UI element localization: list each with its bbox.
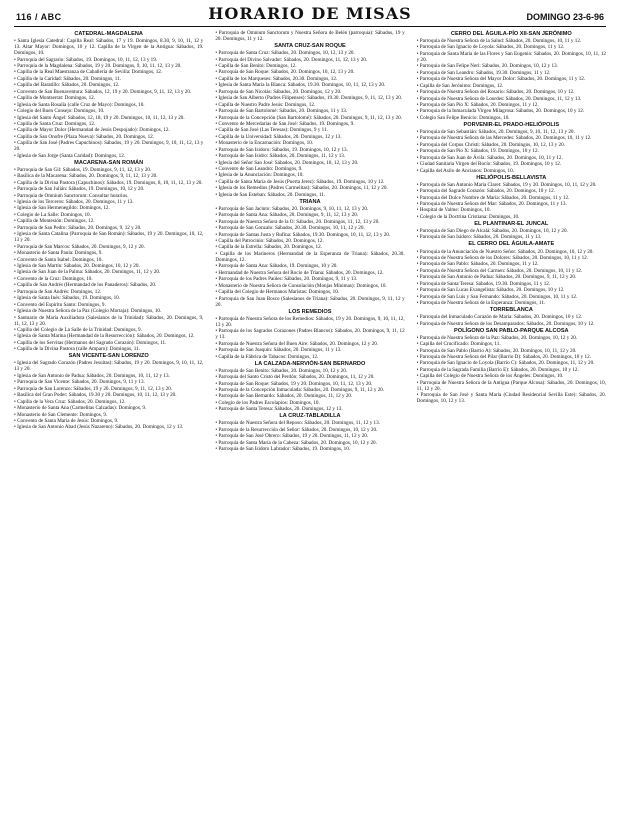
schedule-entry: • Capilla de San Onofre (Plaza Nueva): Sábados, 20. Domingos, 12. <box>14 133 154 140</box>
schedule-entry: • Parroquia de San Jacinto: Sábados, 20. Domingos, 9, 10, 11, 12, 13 y 20. <box>215 205 369 212</box>
schedule-entry: • Parroquia de San José Obrero: Sábados, 19 y 20. Domingos, 11, 12 y 20. <box>215 433 369 440</box>
schedule-entry: • Parroquia de San Juan de Ávila: Sábados, 20. Domingos, 10, 11 y 12. <box>416 154 563 161</box>
section-heading: LA CALZADA-NERVIÓN-SAN BERNARDO <box>254 360 366 367</box>
schedule-entry: • Parroquia de la Resurrección del Señor: Sábados, 20. Domingos, 10, 12 y 20. <box>215 426 378 433</box>
schedule-entry: • Parroquia de Nuestra Señora de la Esperanza: Domingos, 11. <box>416 300 546 307</box>
schedule-entry: • Parroquia de Santa Teresa: Sábados, 20. Domingos, 12 y 13. <box>215 406 343 413</box>
schedule-entry: • Monasterio de Nuestra Señora de Consolación (Monjas Mínimas): Domingos, 10. <box>215 282 387 289</box>
schedule-entry: • Convento del Espíritu Santo: Domingos, 9. <box>14 301 106 308</box>
schedule-entry: • Parroquia de San Marcos: Sábados, 20. Domingos, 9, 12 y 20. <box>14 243 145 250</box>
schedule-entry: • Iglesia de Santa Marina (Hermandad de la Resurrección): Sábados, 20. Domingos, 12. <box>14 333 195 340</box>
schedule-entry: • Capilla del Colegio de La Salle de la Trinidad: Domingos, 9. <box>14 327 142 333</box>
section-heading: LA CRUZ-TABLADILLA <box>279 413 341 420</box>
schedule-entry: • Colegio de la Doctrina Cristiana: Domingos, 10. <box>416 213 520 220</box>
schedule-entry: • Capilla de la Estrella: Sábados, 20. Domingos, 12. <box>215 244 322 251</box>
schedule-entry: • Capilla de la Caridad: Sábados, 20. Domingos, 11. <box>14 75 121 82</box>
schedule-entry: • Monasterio de San Clemente: Domingos, 9. <box>14 411 108 418</box>
schedule-entry: • Iglesia de la Anunciación: Domingos, 10. <box>215 172 304 179</box>
schedule-entry: • Parroquia de San Isidoro: Sábados, 19. Domingos, 10, 12 y 13. <box>215 146 348 153</box>
schedule-entry: • Capilla de Mayor Dolor (Hermandad de Jesús Despojado): Domingos, 12. <box>14 127 170 134</box>
schedule-entry: • Capilla de la Universidad: Sábados, 20. Domingos, 12 y 13. <box>215 133 342 140</box>
section-heading: POLÍGONO SAN PABLO-PARQUE ALCOSA <box>454 327 569 334</box>
schedule-entry: • Capilla del Colegio de Nuestra Señora de los Ángeles: Domingos, 10. <box>416 373 564 380</box>
schedule-entry: • Capilla del Patrocinio: Sábados, 20. Domingos, 12. <box>215 238 324 245</box>
schedule-entry: • Capilla de San Jerónimo: Domingos, 12. <box>416 82 504 89</box>
section-heading: TRIANA <box>299 198 321 205</box>
schedule-entry: • Parroquia de San Benito: Sábados, 20. Domingos, 10, 12 y 20. <box>215 367 348 374</box>
schedule-entry: • Capilla de Nuestro Padre Jesús: Domingos, 12. <box>215 101 316 108</box>
schedule-entry: • Hospital de Valme: Domingos, 10. <box>416 207 491 214</box>
section-heading: PORVENIR-EL PRADO-HELIÓPOLIS <box>463 121 560 128</box>
schedule-entry: • Ciudad Sanitaria Virgen del Rocío: Sábados, 19. Domingos, 10 y 12. <box>416 161 562 168</box>
schedule-entry: • Parroquia de Nuestra Señora del Pilar (Barrio D): Sábados, 20. Domingos, 10 y 12. <box>416 353 591 360</box>
schedule-entry: • Capilla de Santa María de Jesús (Puerta Jerez): Sábados, 19. Domingos, 10 y 12. <box>215 178 385 185</box>
page-number: 116 / ABC <box>16 12 62 22</box>
schedule-entry: • Parroquia de San Gil: Sábados, 19. Domingos, 9, 11, 12, 13 y 20. <box>14 166 152 173</box>
section-heading: CATEDRAL-MAGDALENA <box>74 31 143 37</box>
schedule-entry: • Iglesia del Sagrado Corazón (Padres Jesuitas): Sábados, 19 y 20. Domingos, 9, 10, 11, 12, 13 y 20. <box>14 360 204 373</box>
mass-schedule-columns <box>14 30 606 835</box>
schedule-entry: • Parroquia de San Pablo: Sábados, 20. Domingos, 11 y 12. <box>416 261 539 268</box>
schedule-entry: • Parroquia de Santa Cruz: Sábados, 20. Domingos, 10, 12, 13 y 20. <box>215 50 355 57</box>
page-date: DOMINGO 23-6-96 <box>526 12 604 22</box>
schedule-entry: • Iglesia de San Hermenegildo: Domingos, 12. <box>14 205 110 212</box>
schedule-entry: • Iglesia de San Antonio Abad (Jesús Nazareno): Sábados, 20. Domingos, 12 y 13. <box>14 424 184 431</box>
schedule-entry: • Basílica del Gran Poder: Sábados, 19.30 y 20. Domingos, 10, 11, 12, 13 y 20. <box>14 392 177 399</box>
schedule-entry: • Parroquia de San Julián: Sábados, 19. Domingos, 10, 12 y 20. <box>14 186 145 193</box>
schedule-entry: • Parroquia de Nuestra Señora de Lourdes: Sábados, 20. Domingos, 11, 12 y 13. <box>416 95 582 102</box>
schedule-entry: • Parroquia de la Concepción (San Bartolomé): Sábados, 20. Domingos, 9, 11, 12, 13 y 20. <box>215 114 402 121</box>
schedule-entry: • Parroquia de San Isidoro: Sábados, 20. Domingos, 11 y 13. <box>416 234 542 241</box>
schedule-entry: • Parroquia de San Lucas Evangelista: Sábados, 20. Domingos, 10 y 12. <box>416 287 565 294</box>
column-1 <box>14 30 203 835</box>
schedule-entry: • Santa Iglesia Catedral: Capilla Real: Sábados, 17 y 19. Domingos, 8.30, 9, 10, 11, 12 y 13. Altar Mayor: Domingos, 10 y 12. Capilla de la Virgen de la Antigua: Sábados, 19. Domingos, 10. <box>14 38 204 57</box>
schedule-entry: • Colegio de los Padres Escolapios: Domingos, 10. <box>215 399 320 406</box>
schedule-entry: • Parroquia de los Padres Paúles: Sábados, 20. Domingos, 9, 11 y 13. <box>215 276 358 283</box>
schedule-entry: • Basílica de la Macarena: Sábados, 20. Domingos, 9, 11, 12, 13 y 20. <box>14 173 158 180</box>
schedule-entry: • Capilla de los Marineros (Hermandad de la Esperanza de Triana): Sábados, 20.30. Domingos, 12. <box>215 250 405 263</box>
section-heading: CERRO DEL ÁGUILA-PÍO XII-SAN JERÓNIMO <box>450 31 572 37</box>
schedule-entry: • Parroquia de Santa María de la Cabeza: Sábados, 20. Domingos, 10, 12 y 20. <box>215 439 377 446</box>
schedule-entry: • Parroquia de la Inmaculada Virgen Milagrosa: Sábados, 20. Domingos, 10 y 12. <box>416 108 585 115</box>
schedule-entry: • Parroquia del Santo Cristo del Perdón: Sábados, 20. Domingos, 11, 12 y 20. <box>215 374 375 381</box>
schedule-entry: • Parroquia de San Joaquín: Sábados, 20. Domingos, 11 y 13. <box>215 347 342 354</box>
schedule-entry: • Capilla del Baratillo: Sábados, 20. Domingos, 12. <box>14 82 120 89</box>
schedule-entry: • Parroquia de San Roque: Sábados, 20. Domingos, 10, 12, 13 y 20. <box>215 69 355 76</box>
schedule-entry: • Capilla de la Real Maestranza de Caballería de Sevilla: Domingos, 12. <box>14 69 163 76</box>
schedule-entry: • Parroquia de San Nicolás: Sábados, 20. Domingos, 12 y 20. <box>215 88 342 95</box>
schedule-entry: • Parroquia de Nuestra Señora de los Remedios: Sábados, 19 y 20. Domingos, 9, 10, 11, 12, 13 y 20. <box>215 315 405 328</box>
schedule-entry: • Parroquia de San Ignacio de Loyola: Sábados, 20. Domingos, 11 y 12. <box>416 44 565 51</box>
schedule-entry: • Parroquia del Corpus Christi: Sábados, 20. Domingos, 10, 12, 13 y 20. <box>416 141 565 148</box>
schedule-entry: • Parroquia de Nuestra Señora de la O: Sábados, 20. Domingos, 11, 12, 13 y 20. <box>215 218 380 225</box>
schedule-entry: • Iglesia de San Juan de la Palma: Sábados, 20. Domingos, 11, 12 y 20. <box>14 269 161 276</box>
schedule-entry: • Colegio del Buen Consejo: Domingos, 10. <box>14 108 105 115</box>
page-title: HORARIO DE MISAS <box>208 4 412 23</box>
schedule-entry: • Parroquia de San Pedro: Sábados, 20. Domingos, 9, 12 y 20. <box>14 224 142 231</box>
schedule-entry: • Parroquia de la Anunciación de Nuestro Señor: Sábados, 20. Domingos, 10, 12 y 20. <box>416 248 594 255</box>
schedule-entry: • Iglesia de San Antonio de Padua: Sábados, 20. Domingos, 10, 11, 12 y 13. <box>14 372 170 379</box>
schedule-entry: • Monasterio de Santa Ana (Carmelitas Calzadas): Domingos, 9. <box>14 405 147 412</box>
schedule-entry: • Iglesia de Santa Inés: Sábados, 19. Domingos, 10. <box>14 295 121 302</box>
schedule-entry: • Parroquia de Nuestra Señora del Mar: Sábados, 20. Domingos, 11 y 13. <box>416 201 567 208</box>
schedule-entry: • Iglesia de los Terceros: Sábados, 20. Domingos, 11 y 13. <box>14 199 134 206</box>
section-heading: MACARENA-SAN ROMÁN <box>74 159 144 166</box>
schedule-entry: • Parroquia de la Concepción Inmaculada: Sábados, 20. Domingos, 9, 11, 12 y 20. <box>215 386 385 393</box>
schedule-entry: • Parroquia de Omnium Sanctorum y Nuestra Señora de Belén (parroquia): Sábados, 19 y 20. Domingos, 11 y 12. <box>215 30 405 43</box>
schedule-entry: • Iglesia de San Martín: Sábados, 20. Domingos, 10, 12 y 20. <box>14 263 140 270</box>
schedule-entry: • Capilla de Montesión: Domingos, 12. <box>14 218 95 225</box>
schedule-entry: • Capilla de San Benito: Domingos, 12. <box>215 63 297 70</box>
section-heading: HELIÓPOLIS-BELLAVISTA <box>476 174 547 181</box>
schedule-entry: • Iglesia de los Remedios (Padres Carmelitas): Sábados, 20. Domingos, 11, 12 y 20. <box>215 185 388 192</box>
schedule-entry: • Monasterio de Santa Paula: Domingos, 9. <box>14 250 103 257</box>
schedule-entry: • Parroquia de San Andrés: Domingos, 12. <box>14 288 102 295</box>
schedule-entry: • Parroquia de San Pablo (Barrio A): Sábados, 20. Domingos, 10, 11, 12 y 20. <box>416 347 577 354</box>
schedule-entry: • Parroquia de Nuestra Señora de las Mercedes: Sábados, 20. Domingos, 10, 11 y 12. <box>416 135 592 142</box>
page-header <box>14 4 606 27</box>
schedule-entry: • Parroquia del Sagrario: Sábados, 19. Domingos, 10, 11, 12, 13 y 19. <box>14 56 158 63</box>
schedule-entry: • Parroquia de Nuestra Señora de la Antigua (Parque Alcosa): Sábados, 20. Domingos, 10, 11, 12 y 20. <box>416 379 606 392</box>
schedule-entry: • Parroquia de San Gonzalo: Sábados, 20.30. Domingos, 10, 11, 12 y 20. <box>215 225 365 232</box>
section-heading: SANTA CRUZ-SAN ROQUE <box>274 43 346 50</box>
schedule-entry: • Parroquia de San Antonio María Claret: Sábados, 19 y 20. Domingos, 10, 11, 12 y 20. <box>416 181 597 188</box>
schedule-entry: • Capilla de San José (Padres Capuchinos): Sábados, 19 y 20. Domingos, 9, 10, 11, 12, 13 y 20. <box>14 140 204 153</box>
schedule-entry: • Colegio San Felipe Benicio: Domingos, 10. <box>416 114 510 121</box>
schedule-entry: • Parroquia de San José y Santa María (Ciudad Residencial Sevilla Este): Sábados, 20. Domingos, 10, 12 y 13. <box>416 392 606 405</box>
schedule-entry: • Parroquia de San Diego de Alcalá: Sábados, 20. Domingos, 10, 12 y 20. <box>416 228 568 234</box>
schedule-entry: • Parroquia de Omnium Sanctorum: Consultar horarios. <box>14 192 129 199</box>
schedule-entry: • Parroquia de Santa Ana: Sábados, 20. Domingos, 9, 11, 12, 13 y 20. <box>215 212 359 219</box>
schedule-entry: • Parroquia de Nuestra Señora del Rosario: Sábados, 20. Domingos, 10 y 12. <box>416 89 575 96</box>
schedule-entry: • Convento de Santa María de Jesús: Domingos, 9. <box>14 417 119 424</box>
schedule-entry: • Parroquia de Nuestra Señora de la Paz: Sábados, 20. Domingos, 10, 12 y 20. <box>416 334 578 341</box>
schedule-entry: • Parroquia de San Antonio de Padua: Sábados, 20. Domingos, 9, 11, 12 y 20. <box>416 274 577 281</box>
schedule-entry: • Parroquia del Inmaculado Corazón de María: Sábados, 20. Domingos, 10 y 12. <box>416 314 583 321</box>
schedule-entry: • Convento de Santa Isabel: Domingos, 10. <box>14 256 103 263</box>
schedule-entry: • Parroquia de San Pío X: Sábados, 20. Domingos, 11 y 12. <box>416 102 539 109</box>
schedule-entry: • Capilla de la Fábrica de Tabacos: Domingos, 12. <box>215 353 319 360</box>
schedule-entry: • Parroquia del Dulce Nombre de María: Sábados, 20. Domingos, 11 y 12. <box>416 194 570 201</box>
schedule-entry: • Iglesia del Señor San José: Sábados, 20. Domingos, 10, 12, 13 y 20. <box>215 159 359 166</box>
schedule-entry: • Parroquia de la Magdalena: Sábados, 19 y 20. Domingos, 9, 10, 11, 12, 13 y 20. <box>14 63 182 70</box>
schedule-entry: • Iglesia de Santa Rosalía (calle Cruz de Mayo): Domingos, 10. <box>14 101 145 108</box>
column-3 <box>417 30 606 835</box>
schedule-entry: • Parroquia de Santa María de las Flores y San Eugenio: Sábados, 20. Domingos, 10, 11, 12 y 20. <box>416 50 606 63</box>
schedule-entry: • Capilla de los Marqueses: Sábados, 20.30. Domingos, 12. <box>215 75 338 82</box>
section-heading: EL PLANTINAR-EL JUNCAL <box>474 220 549 227</box>
schedule-entry: • Parroquia de San Ignacio de Loyola (Barrio C): Sábados, 20. Domingos, 11, 12 y 20. <box>416 360 595 367</box>
schedule-entry: • Iglesia de Nuestra Señora de la Paz (Colegio Mortaja): Domingos, 10. <box>14 308 162 315</box>
schedule-entry: • Parroquia de Nuestra Señora del Carmen: Sábados, 20. Domingos, 10, 11 y 12. <box>416 267 583 274</box>
schedule-entry: • Parroquia de San Roque: Sábados, 19 y 20. Domingos, 10, 11, 12, 13 y 20. <box>215 380 373 387</box>
schedule-entry: • Parroquia de San Juan Bosco (Salesianos de Triana): Sábados, 20. Domingos, 9, 11, 12 y 20. <box>215 295 405 308</box>
schedule-entry: • Capilla de la Vera Cruz: Sábados, 20. Domingos, 12. <box>14 398 126 405</box>
schedule-entry: • Iglesia de San Jorge (Santa Caridad): Domingos, 12. <box>14 152 126 159</box>
schedule-entry: • Parroquia de la Sagrada Familia (Barrio E): Sábados, 20. Domingos, 10 y 12. <box>416 366 579 373</box>
section-heading: EL CERRO DEL ÁGUILA-AMATE <box>468 241 555 248</box>
schedule-entry: • Convento de Mercedarias de San José: Sábados, 19. Domingos, 9. <box>215 120 355 127</box>
schedule-entry: • Iglesia de San Esteban: Sábados, 20. Domingos, 11. <box>215 191 326 198</box>
schedule-entry: • Parroquia de Nuestra Señora del Buen Aire: Sábados, 20. Domingos, 12 y 20. <box>215 340 379 347</box>
schedule-entry: • Parroquia de Nuestra Señora del Reposo: Sábados, 20. Domingos, 11, 12 y 13. <box>215 420 380 427</box>
schedule-entry: • Iglesia de Santa Catalina (Parroquia de San Román): Sábados, 19 y 20. Domingos, 10, 12, 13 y 20. <box>14 231 204 244</box>
schedule-entry: • Parroquia de Nuestra Señora de la Salud: Sábados, 20. Domingos, 10, 11 y 12. <box>416 38 582 45</box>
schedule-entry: • Parroquia de San Leandro: Sábados, 19.30. Domingos, 11 y 12. <box>416 69 551 76</box>
schedule-entry: • Parroquia de San Felipe Neri: Sábados, 20. Domingos, 10, 12 y 13. <box>416 63 558 70</box>
schedule-entry: • Capilla de San Andrés (Hermandad de los Panaderos): Sábados, 20. <box>14 282 157 289</box>
schedule-entry: • Monasterio de la Encarnación: Domingos, 10. <box>215 140 314 147</box>
schedule-entry: • Parroquia de San Sebastián: Sábados, 20. Domingos, 9, 10, 11, 12, 13 y 20. <box>416 129 575 135</box>
schedule-entry: • Parroquia de Santa Ana: Sábados, 19. Domingos, 10 y 20. <box>215 263 338 270</box>
schedule-entry: • Capilla del Asilo de Ancianos: Domingos, 10. <box>416 167 514 174</box>
schedule-entry: • Convento de la Cruz: Domingos, 10. <box>14 275 93 282</box>
schedule-entry: • Capilla de la Divina Pastora (calle Amparo): Domingos, 11. <box>14 346 140 353</box>
schedule-entry: • Capilla del Colegio de Hermanos Maristas: Domingos, 10. <box>215 289 340 296</box>
schedule-entry: • Iglesia del Santo Ángel: Sábados, 12, 18, 19 y 20. Domingos, 10, 11, 12, 13 y 20. <box>14 114 185 121</box>
schedule-entry: • Capilla de Montserrat: Domingos, 12. <box>14 95 96 102</box>
schedule-entry: • Santuario de María Auxiliadora (Salesianos de la Trinidad): Sábados, 20. Domingos, 9, 11, 12, 13 y 20. <box>14 314 204 327</box>
schedule-entry: • Parroquia de San Lorenzo: Sábados, 19 y 20. Domingos, 9, 11, 12, 13 y 20. <box>14 385 173 392</box>
section-heading: TORREBLANCA <box>489 307 533 314</box>
schedule-entry: • Parroquia de San Bernardo: Sábados, 20. Domingos, 11, 12 y 20. <box>215 393 353 400</box>
schedule-entry: • Iglesia de San Alberto (Padres Filipenses): Sábados, 19.30. Domingos, 9, 11, 12, 13 y 20. <box>215 95 403 102</box>
schedule-entry: • Convento de San Leandro: Domingos, 9. <box>215 166 303 173</box>
schedule-entry: • Parroquia de los Sagrados Corazones (Padres Blancos): Sábados, 20. Domingos, 9, 11, 12 y 13. <box>215 328 405 341</box>
schedule-entry: • Parroquia de San Isidro: Sábados, 20. Domingos, 11, 12 y 13. <box>215 153 346 160</box>
schedule-entry: • Parroquia de San Bartolomé: Sábados, 20. Domingos, 11 y 13. <box>215 108 348 115</box>
schedule-entry: • Parroquia del Sagrado Corazón: Sábados, 20. Domingos, 10 y 12. <box>416 188 555 195</box>
schedule-entry: • Iglesia de Santa María la Blanca: Sábados, 19.30. Domingos, 10, 11, 12, 13 y 20. <box>215 82 386 89</box>
schedule-entry: • Capilla de los Servitas (Hermanos del Sagrado Corazón): Domingos, 11. <box>14 339 167 346</box>
section-heading: SAN VICENTE-SAN LORENZO <box>68 353 149 360</box>
schedule-entry: • Parroquia de San Vicente: Sábados, 20. Domingos, 9, 11 y 13. <box>14 379 145 386</box>
schedule-entry: • Parroquia del Divino Salvador: Sábados, 20. Domingos, 11, 12, 13 y 20. <box>215 56 368 63</box>
schedule-entry: • Parroquia de San Isidoro Labrador: Sábados, 19. Domingos, 10. <box>215 446 351 453</box>
section-heading: LOS REMEDIOS <box>288 308 332 315</box>
schedule-entry: • Parroquia de Santa Teresa: Sábados, 19.30. Domingos, 11 y 12. <box>416 280 551 287</box>
column-2 <box>215 30 404 835</box>
schedule-entry: • Hermandad de Nuestra Señora del Rocío de Triana: Sábados, 20. Domingos, 12. <box>215 269 384 276</box>
schedule-entry: • Capilla de la Divina Pastora (Capuchinos): Sábados, 19. Domingos, 8, 10, 11, 12, 13 y 20. <box>14 179 203 186</box>
schedule-entry: • Parroquia de Nuestra Señora del Mayor Dolor: Sábados, 20. Domingos, 11 y 12. <box>416 76 586 83</box>
schedule-entry: • Parroquia de Nuestra Señora de los Desamparados: Sábados, 20. Domingos, 10 y 12. <box>416 320 595 327</box>
schedule-entry: • Parroquia de Santas Justa y Rufina: Sábados, 19.30. Domingos, 10, 11, 12, 13 y 20. <box>215 231 391 238</box>
schedule-entry: • Colegio de La Salle: Domingos, 10. <box>14 211 91 218</box>
schedule-entry: • Parroquia de San Luis y San Fernando: Sábados, 20. Domingos, 10, 11 y 12. <box>416 293 578 300</box>
schedule-entry: • Parroquia de San Pío X: Sábados, 19. Domingos, 10 y 12. <box>416 148 539 155</box>
schedule-entry: • Capilla de San José (Las Teresas): Domingos, 9 y 11. <box>215 127 328 134</box>
schedule-entry: • Capilla de Santa Cruz: Domingos, 12. <box>14 120 96 127</box>
schedule-entry: • Capilla del Crucificado: Domingos, 11. <box>416 341 501 348</box>
schedule-entry: • Parroquia de Nuestra Señora de los Dolores: Sábados, 20. Domingos, 10, 11 y 12. <box>416 254 589 261</box>
schedule-entry: • Convento de San Buenaventura: Sábados, 12, 19 y 20. Domingos, 9, 11, 12, 13 y 20. <box>14 88 192 95</box>
